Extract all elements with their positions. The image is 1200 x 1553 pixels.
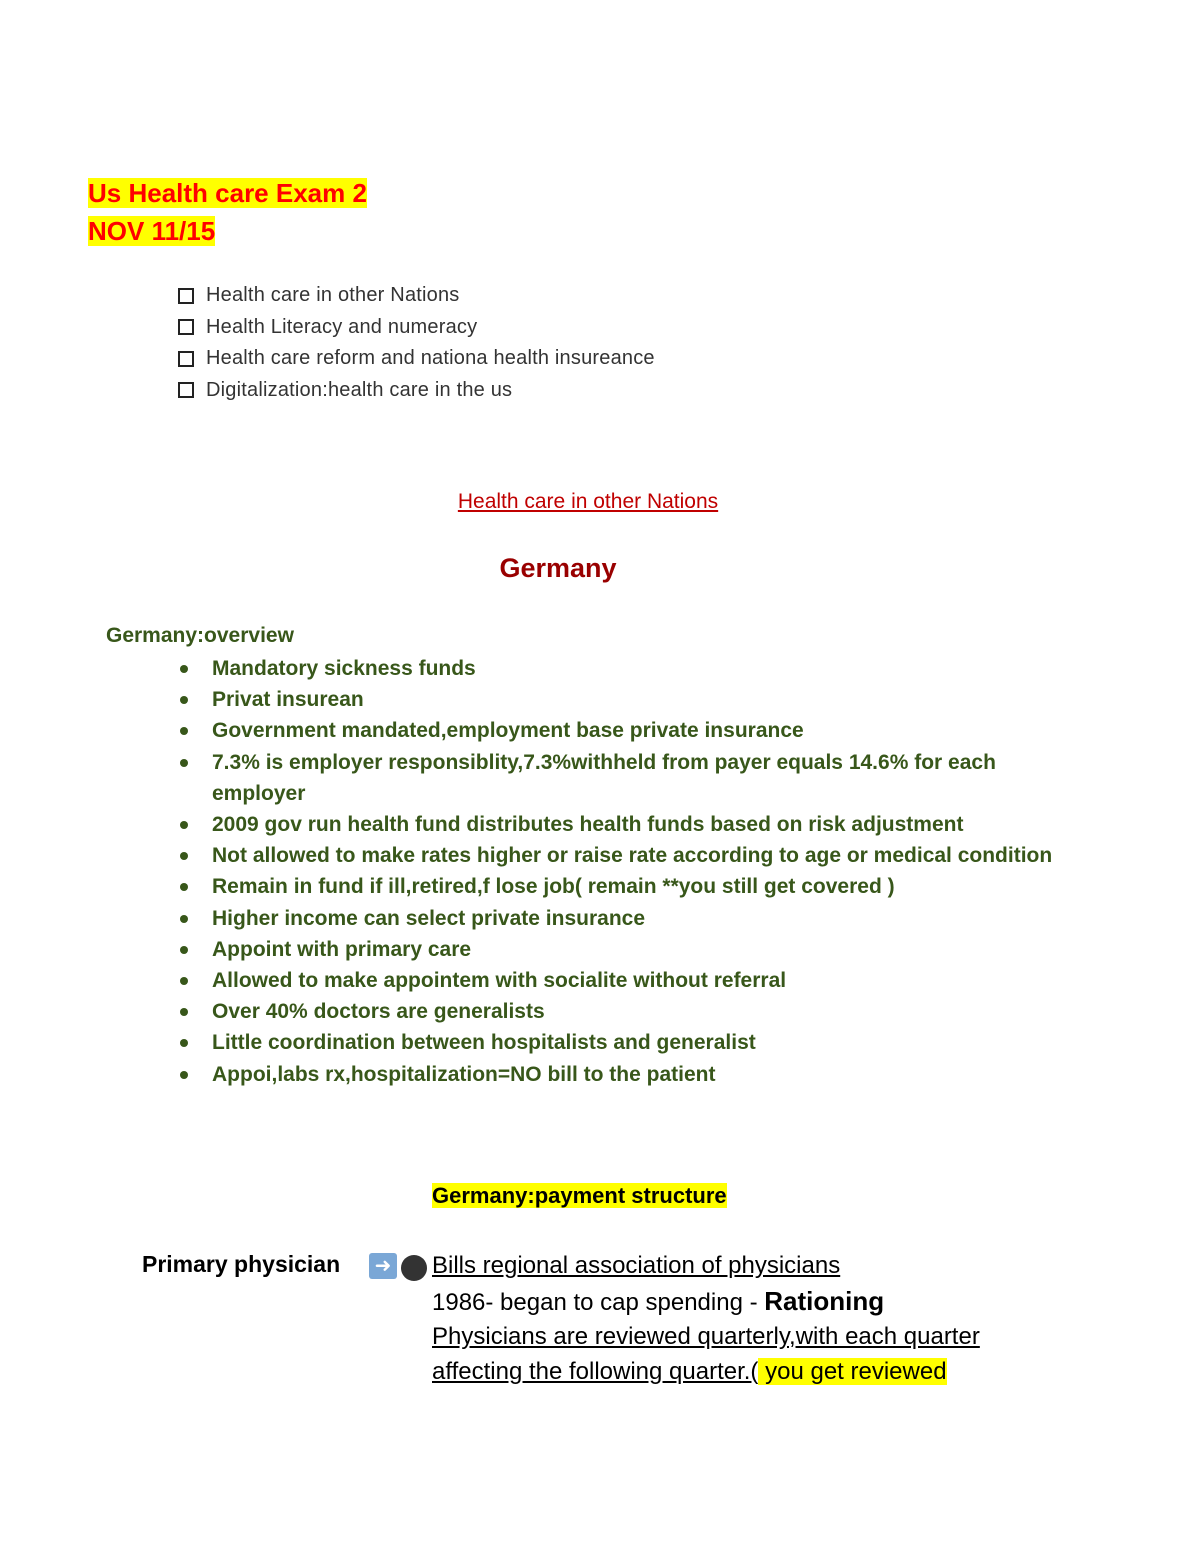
payment-line-4-text: affecting the following quarter.( (432, 1358, 759, 1385)
bullet-icon (180, 852, 188, 860)
list-item (178, 903, 1058, 934)
bullet-icon (180, 946, 188, 954)
country-heading: Germany (499, 553, 617, 583)
checklist-label: Health care in other Nations (206, 284, 460, 307)
checklist-label: Digitalization:health care in the us (206, 378, 513, 401)
overview-list (178, 653, 1058, 1090)
payment-line-2-text: 1986- began to cap spending - (432, 1289, 765, 1316)
payment-line-3: Physicians are reviewed quarterly,with each quarter (432, 1323, 980, 1350)
payment-heading (432, 1183, 727, 1209)
bullet-icon (180, 977, 188, 985)
list-item (178, 653, 1058, 684)
list-item-text: Remain in fund if ill,retired,f lose job( remain **you still get covered ) (212, 875, 895, 899)
list-item-text: Little coordination between hospitalists and generalist (212, 1031, 756, 1055)
list-item-text: Appoint with primary care (212, 937, 472, 961)
document-title (88, 176, 367, 210)
list-item (178, 965, 1058, 996)
section-heading: Health care in other Nations (457, 490, 719, 513)
checklist-item (178, 343, 655, 375)
list-item (178, 1027, 1058, 1058)
checklist-item (178, 375, 655, 407)
bullet-icon (180, 759, 188, 767)
bullet-icon (180, 665, 188, 673)
list-item-text: Higher income can select private insurance (212, 906, 646, 930)
checklist-item (178, 312, 655, 344)
list-item (178, 684, 1058, 715)
payment-line-4 (432, 1355, 947, 1389)
list-item-text: Government mandated,employment base private insurance (212, 719, 804, 743)
bullet-icon (180, 1071, 188, 1079)
list-item (178, 934, 1058, 965)
list-item-text: Appoi,labs rx,hospitalization=NO bill to the patient (212, 1062, 716, 1086)
list-item (178, 871, 1058, 902)
list-item-text: 2009 gov run health fund distributes health funds based on risk adjustment (212, 813, 964, 837)
checkbox-icon[interactable] (178, 382, 194, 398)
list-item (178, 715, 1058, 746)
checkbox-icon[interactable] (178, 319, 194, 335)
payment-heading-text: Germany:payment structure (432, 1183, 727, 1208)
rationing-text: Rationing (764, 1286, 885, 1316)
list-item (178, 809, 1058, 840)
primary-physician-label: Primary physician (142, 1251, 341, 1277)
bullet-icon (180, 915, 188, 923)
list-item-text: Not allowed to make rates higher or raise rate according to age or medical condition (212, 844, 1053, 868)
date-text: NOV 11/15 (88, 216, 216, 246)
list-item (178, 996, 1058, 1027)
bullet-icon (180, 821, 188, 829)
list-item-text: Mandatory sickness funds (212, 657, 476, 680)
checkbox-icon[interactable] (178, 351, 194, 367)
payment-line-2 (432, 1284, 884, 1320)
black-circle-icon (401, 1255, 427, 1281)
checklist-label: Health Literacy and numeracy (206, 315, 478, 338)
list-item (178, 747, 1058, 809)
bullet-icon (180, 696, 188, 704)
bullet-icon (180, 727, 188, 735)
checkbox-icon[interactable] (178, 288, 194, 304)
overview-label: Germany:overview (106, 624, 294, 647)
document-date (88, 214, 215, 248)
list-item (178, 1059, 1058, 1090)
list-item-text: Privat insurean (212, 688, 364, 712)
bullet-icon (180, 1008, 188, 1016)
payment-line-4-highlight: you get reviewed (758, 1358, 947, 1385)
list-item-text: 7.3% is employer responsiblity,7.3%withheld from payer equals 14.6% for each employer (212, 750, 996, 805)
list-item-text: Over 40% doctors are generalists (212, 1000, 545, 1024)
topic-checklist (178, 280, 655, 406)
right-arrow-icon: ➜ (369, 1253, 397, 1279)
checklist-label: Health care reform and nationa health insureance (206, 347, 655, 370)
checklist-item (178, 280, 655, 312)
bullet-icon (180, 883, 188, 891)
bullet-icon (180, 1039, 188, 1047)
title-text: Us Health care Exam 2 (88, 178, 367, 208)
list-item-text: Allowed to make appointem with socialite without referral (212, 969, 787, 993)
payment-line-1: Bills regional association of physicians (432, 1252, 841, 1279)
list-item (178, 840, 1058, 871)
